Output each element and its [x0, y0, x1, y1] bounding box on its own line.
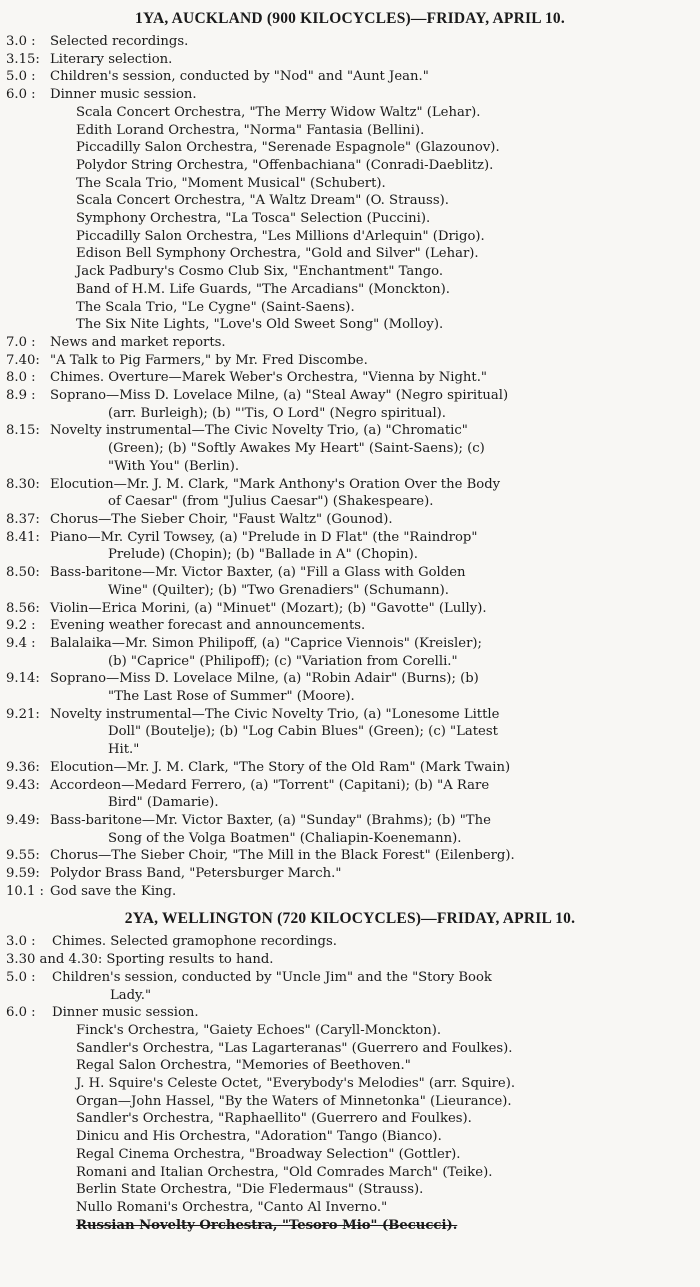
entry-line: Literary selection. — [50, 51, 173, 67]
schedule-entry — [6, 422, 694, 475]
dinner-music-item: Sandler's Orchestra, "Raphaellito" (Guerrero and Foulkes). — [76, 1111, 472, 1127]
schedule-entry — [6, 68, 694, 86]
dinner-music-item: Piccadilly Salon Orchestra, "Serenade Espagnole" (Glazounov). — [76, 140, 500, 156]
entry-time: 3.0 : — [6, 34, 36, 49]
dinner-music-item: J. H. Squire's Celeste Octet, "Everybody's Melodies" (arr. Squire). — [76, 1076, 516, 1092]
entry-line: Soprano—Miss D. Lovelace Milne, (a) "Steal Away" (Negro spiritual) — [50, 388, 509, 404]
schedule-entry — [6, 617, 694, 635]
schedule-entry — [6, 951, 694, 969]
entry-text — [52, 1004, 694, 1022]
entry-line: "A Talk to Pig Farmers," by Mr. Fred Discombe. — [50, 352, 368, 368]
entry-text — [50, 635, 694, 670]
schedule-entry — [6, 387, 694, 422]
entry-time: 8.0 : — [6, 370, 36, 386]
schedule-entry — [6, 352, 694, 370]
dinner-music-item: Symphony Orchestra, "La Tosca" Selection (Puccini). — [76, 211, 431, 227]
wellington-heading: 2YA, WELLINGTON (720 KILOCYCLES)—FRIDAY, APRIL 10. — [124, 910, 576, 928]
entry-line: Hit." — [108, 742, 140, 758]
entry-time: 7.0 : — [6, 334, 36, 350]
entry-text — [50, 865, 694, 883]
entry-line: Balalaika—Mr. Simon Philipoff, (a) "Caprice Viennois" (Kreisler); — [50, 635, 482, 651]
entry-time: 6.0 : — [6, 1005, 36, 1021]
dinner-music-item: Sandler's Orchestra, "Las Lagarteranas" (Guerrero and Foulkes). — [76, 1040, 513, 1056]
entry-text — [50, 86, 694, 104]
entry-line: "With You" (Berlin). — [108, 458, 240, 474]
schedule-entry — [6, 933, 694, 951]
entry-text — [50, 352, 694, 370]
entry-time: 9.49: — [6, 812, 40, 828]
dinner-music-item: Scala Concert Orchestra, "The Merry Widow Waltz" (Lehar). — [76, 104, 481, 120]
entry-text — [106, 951, 694, 969]
entry-time: 8.30: — [6, 476, 40, 492]
dinner-music-item: Band of H.M. Life Guards, "The Arcadians" (Monckton). — [76, 281, 450, 297]
entry-line: Children's session, conducted by "Uncle Jim" and the "Story Book — [52, 969, 492, 985]
entry-line: Doll" (Boutelje); (b) "Log Cabin Blues" (Green); (c) "Latest — [108, 724, 498, 740]
dinner-music-item: The Scala Trio, "Moment Musical" (Schubert). — [76, 175, 386, 191]
entry-text — [50, 33, 694, 51]
schedule-entry — [6, 51, 694, 69]
entry-line: Chimes. Overture—Marek Weber's Orchestra, "Vienna by Night." — [50, 370, 487, 386]
entry-line: Piano—Mr. Cyril Towsey, (a) "Prelude in D Flat" (the "Raindrop" — [50, 529, 478, 545]
dinner-music-item: Regal Salon Orchestra, "Memories of Beethoven." — [76, 1058, 411, 1074]
entry-line: God save the King. — [50, 883, 177, 899]
dinner-music-item: Polydor String Orchestra, "Offenbachiana" (Conradi-Daeblitz). — [76, 157, 494, 173]
wellington-schedule — [6, 933, 694, 1234]
entry-text — [50, 529, 694, 564]
entry-text — [50, 68, 694, 86]
entry-text — [50, 51, 694, 69]
entry-text — [50, 387, 694, 422]
schedule-entry — [6, 706, 694, 759]
entry-line: Selected recordings. — [50, 34, 189, 49]
entry-line: Dinner music session. — [50, 87, 197, 103]
entry-line: Violin—Erica Morini, (a) "Minuet" (Mozart); (b) "Gavotte" (Lully). — [50, 600, 487, 616]
entry-time: 9.43: — [6, 777, 40, 793]
entry-text — [50, 883, 694, 901]
entry-time: 9.21: — [6, 706, 40, 722]
auckland-heading: 1YA, AUCKLAND (900 KILOCYCLES)—FRIDAY, APRIL 10. — [135, 10, 565, 27]
dinner-music-item: Russian Novelty Orchestra, "Tesoro Mio" (Becucci). — [76, 1217, 458, 1233]
entry-line: Song of the Volga Boatmen" (Chaliapin-Koenemann). — [108, 830, 462, 846]
entry-time: 8.56: — [6, 600, 40, 616]
dinner-music-item: Edison Bell Symphony Orchestra, "Gold and Silver" (Lehar). — [76, 246, 479, 262]
dinner-music-item: The Six Nite Lights, "Love's Old Sweet Song" (Molloy). — [76, 317, 444, 333]
entry-text — [50, 617, 694, 635]
entry-line: Chorus—The Sieber Choir, "Faust Waltz" (Gounod). — [50, 511, 393, 527]
entry-line: Novelty instrumental—The Civic Novelty Trio, (a) "Lonesome Little — [50, 706, 500, 722]
entry-text — [50, 706, 694, 759]
entry-time: 5.0 : — [6, 69, 36, 85]
entry-text — [50, 476, 694, 511]
entry-line: News and market reports. — [50, 334, 226, 350]
entry-time: 9.55: — [6, 848, 40, 864]
entry-text — [50, 422, 694, 475]
entry-time: 3.15: — [6, 51, 40, 67]
schedule-entry — [6, 529, 694, 564]
entry-text — [50, 564, 694, 599]
entry-line: (arr. Burleigh); (b) "'Tis, O Lord" (Negro spiritual). — [108, 405, 446, 421]
entry-text — [50, 847, 694, 865]
entry-line: Accordeon—Medard Ferrero, (a) "Torrent" (Capitani); (b) "A Rare — [50, 777, 490, 793]
schedule-entry — [6, 969, 694, 1004]
schedule-entry — [6, 334, 694, 352]
schedule-entry — [6, 369, 694, 387]
dinner-music-item: Piccadilly Salon Orchestra, "Les Millions d'Arlequin" (Drigo). — [76, 228, 485, 244]
entry-line: Bass-baritone—Mr. Victor Baxter, (a) "Sunday" (Brahms); (b) "The — [50, 812, 491, 828]
entry-time: 5.0 : — [6, 969, 36, 985]
entry-text — [50, 670, 694, 705]
entry-line: Children's session, conducted by "Nod" and "Aunt Jean." — [50, 69, 429, 85]
schedule-entry — [6, 600, 694, 618]
entry-text — [50, 759, 694, 777]
dinner-music-item: Jack Padbury's Cosmo Club Six, "Enchantment" Tango. — [76, 264, 444, 280]
schedule-entry — [6, 865, 694, 883]
dinner-music-item: The Scala Trio, "Le Cygne" (Saint-Saens). — [76, 299, 355, 315]
entry-line: Elocution—Mr. J. M. Clark, "The Story of the Old Ram" (Mark Twain) — [50, 759, 511, 775]
entry-line: Chorus—The Sieber Choir, "The Mill in the Black Forest" (Eilenberg). — [50, 848, 515, 864]
dinner-music-item: Organ—John Hassel, "By the Waters of Minnetonka" (Lieurance). — [76, 1093, 512, 1109]
schedule-entry — [6, 33, 694, 51]
entry-time: 3.0 : — [6, 934, 36, 950]
entry-line: Wine" (Quilter); (b) "Two Grenadiers" (Schumann). — [108, 582, 449, 598]
entry-text — [52, 933, 694, 951]
dinner-music-item: Scala Concert Orchestra, "A Waltz Dream" (O. Strauss). — [76, 193, 449, 209]
dinner-music-item: Romani and Italian Orchestra, "Old Comrades March" (Teike). — [76, 1164, 493, 1180]
dinner-music-item: Edith Lorand Orchestra, "Norma" Fantasia (Bellini). — [76, 122, 425, 138]
entry-text — [52, 969, 694, 1004]
entry-text — [50, 600, 694, 618]
schedule-entry — [6, 883, 694, 901]
entry-time: 8.41: — [6, 529, 40, 545]
entry-line: Polydor Brass Band, "Petersburger March." — [50, 866, 342, 882]
dinner-music-item: Finck's Orchestra, "Gaiety Echoes" (Caryll-Monckton). — [76, 1022, 442, 1038]
entry-text — [50, 777, 694, 812]
schedule-entry — [6, 759, 694, 777]
dinner-music-item: Nullo Romani's Orchestra, "Canto Al Inverno." — [76, 1200, 388, 1215]
entry-line: of Caesar" (from "Julius Caesar") (Shakespeare). — [108, 494, 434, 510]
entry-time: 3.30 and 4.30: — [6, 952, 103, 968]
entry-time: 9.14: — [6, 671, 40, 687]
schedule-entry — [6, 564, 694, 599]
dinner-music-item: Dinicu and His Orchestra, "Adoration" Tango (Bianco). — [76, 1129, 442, 1145]
entry-line: (Green); (b) "Softly Awakes My Heart" (Saint-Saens); (c) — [108, 441, 485, 457]
entry-line: Sporting results to hand. — [106, 952, 274, 968]
entry-text — [50, 812, 694, 847]
entry-time: 10.1 : — [6, 883, 44, 899]
schedule-entry — [6, 635, 694, 670]
entry-time: 7.40: — [6, 352, 40, 368]
schedule-entry — [6, 812, 694, 847]
entry-line: Bass-baritone—Mr. Victor Baxter, (a) "Fill a Glass with Golden — [50, 565, 466, 581]
entry-text — [50, 369, 694, 387]
entry-line: Elocution—Mr. J. M. Clark, "Mark Anthony's Oration Over the Body — [50, 476, 501, 492]
entry-line: Evening weather forecast and announcements. — [50, 618, 366, 634]
entry-line: "The Last Rose of Summer" (Moore). — [108, 689, 355, 705]
dinner-music-item: Regal Cinema Orchestra, "Broadway Selection" (Gottler). — [76, 1146, 461, 1162]
entry-time: 9.2 : — [6, 618, 36, 634]
entry-line: Novelty instrumental—The Civic Novelty Trio, (a) "Chromatic" — [50, 423, 468, 439]
entry-time: 8.50: — [6, 565, 40, 581]
schedule-entry — [6, 476, 694, 511]
schedule-entry — [6, 1004, 694, 1022]
entry-time: 9.59: — [6, 866, 40, 882]
entry-text — [50, 511, 694, 529]
entry-line: Chimes. Selected gramophone recordings. — [52, 934, 337, 950]
auckland-schedule — [6, 33, 694, 900]
entry-line: (b) "Caprice" (Philipoff); (c) "Variation from Corelli." — [108, 653, 458, 669]
entry-time: 6.0 : — [6, 87, 36, 103]
entry-time: 8.15: — [6, 423, 40, 439]
dinner-music-item: Berlin State Orchestra, "Die Fledermaus" (Strauss). — [76, 1182, 424, 1198]
entry-time: 8.9 : — [6, 388, 36, 404]
entry-line: Bird" (Damarie). — [108, 795, 219, 811]
entry-line: Soprano—Miss D. Lovelace Milne, (a) "Robin Adair" (Burns); (b) — [50, 671, 479, 687]
entry-line: Prelude) (Chopin); (b) "Ballade in A" (Chopin). — [108, 547, 418, 563]
entry-text — [50, 334, 694, 352]
entry-line: Dinner music session. — [52, 1005, 199, 1021]
schedule-entry — [6, 847, 694, 865]
entry-time: 9.4 : — [6, 635, 36, 651]
schedule-entry — [6, 670, 694, 705]
entry-line: Lady." — [110, 987, 152, 1003]
schedule-entry — [6, 777, 694, 812]
schedule-entry — [6, 86, 694, 104]
entry-time: 9.36: — [6, 759, 40, 775]
schedule-entry — [6, 511, 694, 529]
entry-time: 8.37: — [6, 511, 40, 527]
